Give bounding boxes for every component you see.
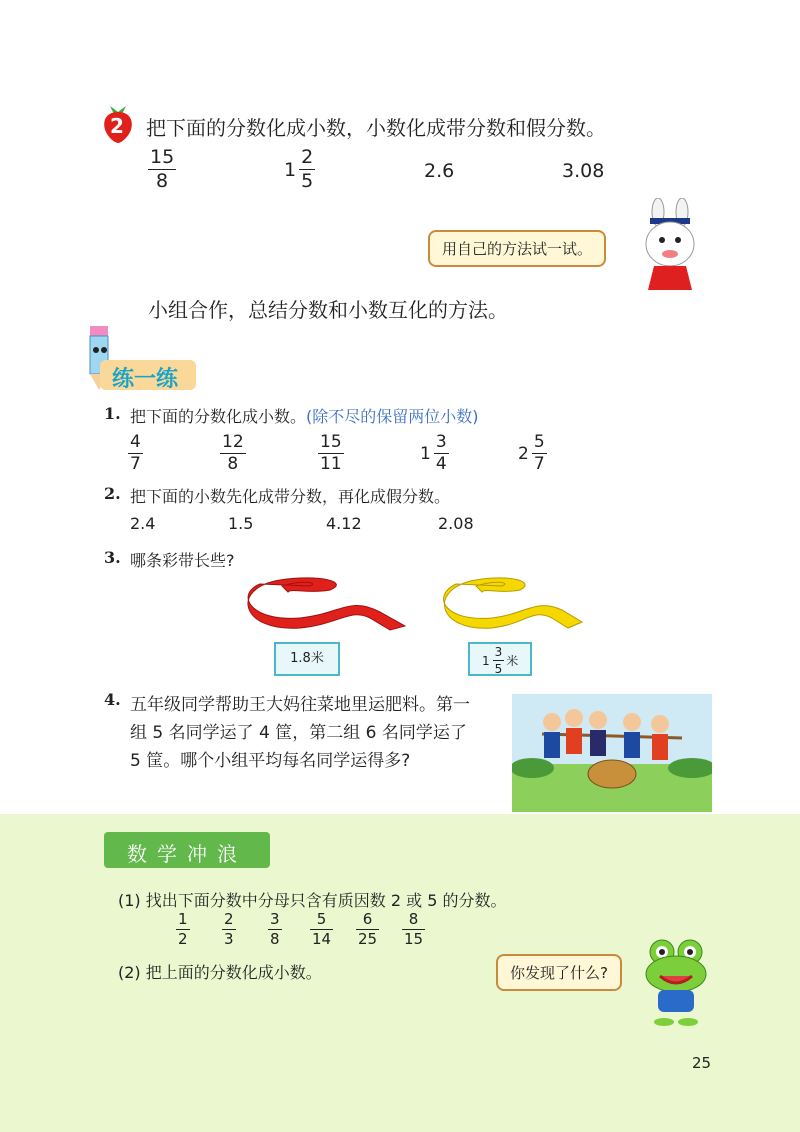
- challenge-fraction-4: 5 14: [312, 910, 332, 948]
- yellow-ribbon-label: 1 $\frac{3}{5}$ 米: [468, 642, 532, 676]
- bunny-mascot: [630, 198, 710, 298]
- challenge-title: 数学冲浪: [127, 842, 247, 866]
- challenge-fraction-2: 2 3: [224, 910, 234, 948]
- p1-fraction-2: 12 8: [222, 432, 244, 474]
- p3-text: 哪条彩带长些?: [130, 551, 235, 570]
- discovery-bubble: 你发现了什么?: [496, 954, 622, 991]
- challenge-fraction-1: 1 2: [178, 910, 188, 948]
- p4-line-1: 五年级同学帮助王大妈往菜地里运肥料。第一: [130, 695, 470, 715]
- mixed-1-2-5: 1 $\frac{2}{5}$: [284, 146, 314, 192]
- challenge-fraction-3: 3 8: [270, 910, 280, 948]
- decimal-3-08: 3.08: [562, 160, 605, 182]
- yellow-ribbon-image: [436, 574, 586, 634]
- p4-line-2: 组 5 名同学运了 4 筐，第二组 6 名同学运了: [130, 723, 467, 743]
- hint-bubble: 用自己的方法试一试。: [428, 230, 606, 267]
- frog-mascot: [636, 936, 716, 1028]
- p1-mixed-1: 1 $\frac{3}{4}$: [420, 432, 447, 474]
- students-carrying-basket-illustration: [512, 694, 712, 812]
- fraction-15-8: 15 8: [150, 146, 175, 192]
- challenge-fraction-5: 6 25: [358, 910, 378, 948]
- q2-instruction: 把下面的分数化成小数，小数化成带分数和假分数。: [146, 116, 606, 140]
- page-number: 25: [692, 1054, 712, 1072]
- p2-text: 把下面的小数先化成带分数，再化成假分数。: [130, 487, 451, 506]
- challenge-step-1: (1) 找出下面分数中分母只含有质因数 2 或 5 的分数。: [118, 891, 507, 910]
- p1-text: 把下面的分数化成小数。(除不尽的保留两位小数): [130, 407, 479, 426]
- group-work-text: 小组合作，总结分数和小数互化的方法。: [148, 298, 508, 322]
- p2-number: 2.: [104, 484, 121, 503]
- p4-number: 4.: [104, 690, 121, 709]
- p1-number: 1.: [104, 404, 121, 423]
- p2-value-4: 2.08: [438, 514, 474, 533]
- red-ribbon-label: 1.8米: [274, 642, 340, 676]
- p4-line-3: 5 筐。哪个小组平均每名同学运得多?: [130, 751, 411, 771]
- challenge-fraction-6: 8 15: [404, 910, 424, 948]
- practice-title: 练一练: [112, 367, 179, 392]
- p1-fraction-3: 15 11: [320, 432, 342, 474]
- decimal-2-6: 2.6: [424, 160, 455, 182]
- challenge-step-2: (2) 把上面的分数化成小数。: [118, 963, 322, 982]
- p2-value-3: 4.12: [326, 514, 362, 533]
- p2-value-2: 1.5: [228, 514, 254, 533]
- p3-number: 3.: [104, 548, 121, 567]
- p2-value-1: 2.4: [130, 514, 156, 533]
- p1-fraction-1: 4 7: [130, 432, 141, 474]
- question-number: 2: [110, 114, 124, 138]
- red-ribbon-image: [240, 574, 410, 634]
- strawberry-badge: [100, 100, 136, 144]
- p1-note: (除不尽的保留两位小数): [306, 407, 479, 426]
- p1-mixed-2: 2 $\frac{5}{7}$: [518, 432, 545, 474]
